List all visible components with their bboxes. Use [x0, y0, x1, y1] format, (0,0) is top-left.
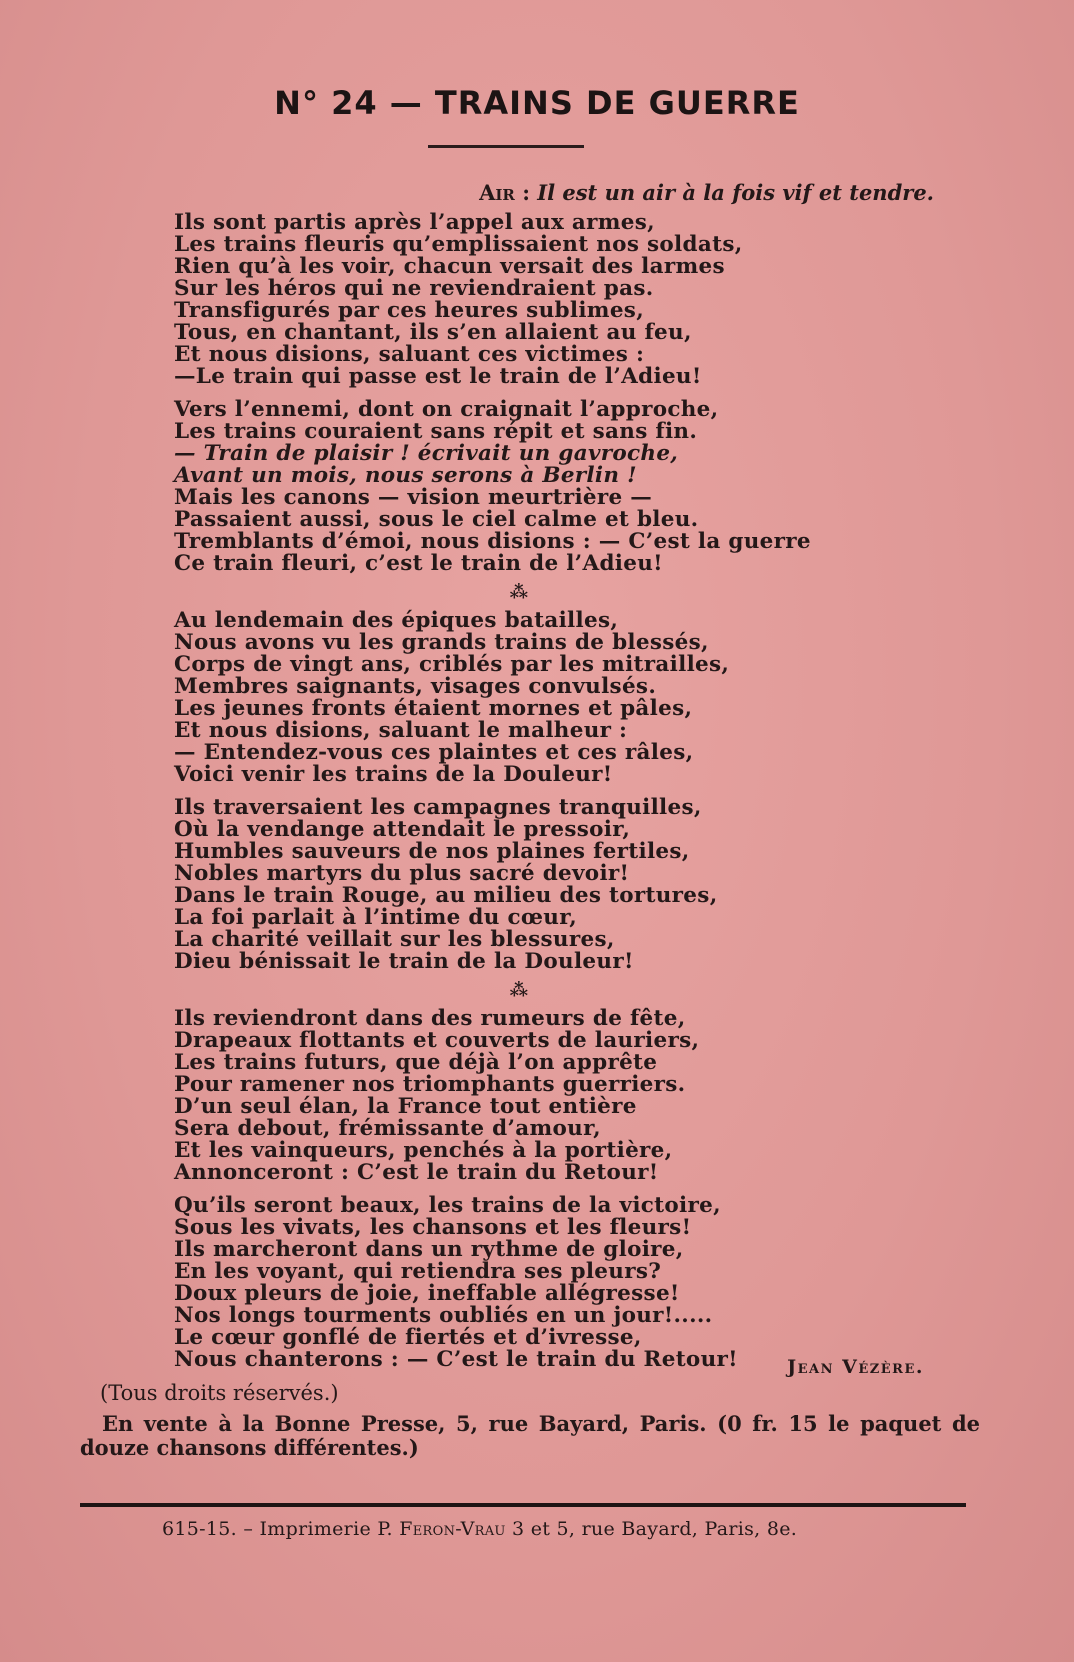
poem-line: Voici venir les trains de la Douleur! — [174, 762, 613, 787]
poem-line: La foi parlait à l’intime du cœur, — [174, 905, 578, 930]
imprint-code: 615-15. – Imprimerie P. — [162, 1518, 393, 1540]
poem-line: Sous les vivats, les chansons et les fleurs! — [174, 1215, 692, 1240]
asterism-separator: ⁂ — [509, 980, 529, 1001]
poem-line: La charité veillait sur les blessures, — [174, 927, 615, 952]
poem-line: Ce train fleuri, c’est le train de l’Adieu! — [174, 551, 663, 576]
poem-line: Tous, en chantant, ils s’en allaient au feu, — [174, 320, 692, 345]
poem-line: Transfigurés par ces heures sublimes, — [174, 298, 645, 323]
page-title: N° 24 — TRAINS DE GUERRE — [274, 84, 800, 122]
stanza-6 — [174, 1195, 894, 1371]
imprint-printer: Feron-Vrau — [399, 1518, 506, 1540]
poem-line: Et les vainqueurs, penchés à la portière, — [174, 1138, 673, 1163]
poem-line: Au lendemain des épiques batailles, — [174, 608, 619, 633]
poem-line: Dieu bénissait le train de la Douleur! — [174, 949, 634, 974]
poem-line: Les jeunes fronts étaient mornes et pâles, — [174, 696, 693, 721]
stanza-3 — [174, 610, 894, 786]
poem-line: Où la vendange attendait le pressoir, — [174, 817, 631, 842]
poem-line: Et nous disions, saluant le malheur : — [174, 718, 628, 743]
poem-line: Nous avons vu les grands trains de blessés, — [174, 630, 709, 655]
poem-line: Drapeaux flottants et couverts de lauriers, — [174, 1028, 700, 1053]
air-indication — [479, 180, 934, 205]
poem-line: Ils reviendront dans des rumeurs de fête, — [174, 1006, 686, 1031]
poem-line: Ils sont partis après l’appel aux armes, — [174, 210, 655, 235]
poem-line: Passaient aussi, sous le ciel calme et bleu. — [174, 507, 699, 532]
air-title: Il est un air à la fois vif et tendre. — [537, 180, 934, 205]
poem-line: D’un seul élan, la France tout entière — [174, 1094, 637, 1119]
stanza-2 — [174, 399, 894, 575]
poem-line: Les trains futurs, que déjà l’on apprête — [174, 1050, 658, 1075]
poem-line: Ils marcheront dans un rythme de gloire, — [174, 1237, 684, 1262]
poem-line: Et nous disions, saluant ces victimes : — [174, 342, 645, 367]
poem-line: Dans le train Rouge, au milieu des tortures, — [174, 883, 718, 908]
poem-line: Corps de vingt ans, criblés par les mitrailles, — [174, 652, 730, 677]
poem-line: —Le train qui passe est le train de l’Adieu! — [174, 364, 702, 389]
poem-line: Le cœur gonflé de fiertés et d’ivresse, — [174, 1325, 642, 1350]
poem — [174, 212, 894, 1382]
poem-line: Humbles sauveurs de nos plaines fertiles, — [174, 839, 690, 864]
poem-line: Nos longs tourments oubliés en un jour!..... — [174, 1303, 713, 1328]
author-signature: Jean Vézère. — [787, 1356, 924, 1378]
imprint-address: 3 et 5, rue Bayard, Paris, 8e. — [511, 1518, 798, 1540]
poem-line: Avant un mois, nous serons à Berlin ! — [174, 463, 637, 488]
poem-line: Rien qu’à les voir, chacun versait des larmes — [174, 254, 725, 279]
stanza-1 — [174, 212, 894, 388]
poem-line: Tremblants d’émoi, nous disions : — C’est la guerre — [174, 529, 811, 554]
poem-line: — Train de plaisir ! écrivait un gavroche, — [174, 441, 679, 466]
poem-line: Mais les canons — vision meurtrière — — [174, 485, 653, 510]
title-divider — [428, 145, 584, 148]
poem-line: Nous chanterons : — C’est le train du Retour! — [174, 1347, 738, 1372]
poem-line: Les trains fleuris qu’emplissaient nos soldats, — [174, 232, 743, 257]
poem-line: Membres saignants, visages convulsés. — [174, 674, 657, 699]
footer-divider — [80, 1503, 966, 1507]
poem-line: Vers l’ennemi, dont on craignait l’approche, — [174, 397, 719, 422]
printer-imprint — [162, 1518, 797, 1540]
stanza-4 — [174, 797, 894, 973]
poem-line: Pour ramener nos triomphants guerriers. — [174, 1072, 686, 1097]
poem-line: Sur les héros qui ne reviendraient pas. — [174, 276, 654, 301]
poem-line: Qu’ils seront beaux, les trains de la victoire, — [174, 1193, 721, 1218]
poem-line: Nobles martyrs du plus sacré devoir! — [174, 861, 630, 886]
poem-line: Les trains couraient sans répit et sans fin. — [174, 419, 698, 444]
stanza-5 — [174, 1008, 894, 1184]
sale-notice: En vente à la Bonne Presse, 5, rue Bayard, Paris. (0 fr. 15 le paquet de douze chansons différentes.) — [80, 1411, 980, 1460]
poem-line: Sera debout, frémissante d’amour, — [174, 1116, 601, 1141]
poem-line: Doux pleurs de joie, ineffable allégresse! — [174, 1281, 680, 1306]
asterism-separator: ⁂ — [509, 582, 529, 603]
poem-line: En les voyant, qui retiendra ses pleurs? — [174, 1259, 662, 1284]
air-label: Air : — [479, 180, 530, 205]
rights-notice: (Tous droits réservés.) — [100, 1381, 339, 1405]
poem-line: — Entendez-vous ces plaintes et ces râles, — [174, 740, 694, 765]
poem-line: Annonceront : C’est le train du Retour! — [174, 1160, 659, 1185]
poem-line: Ils traversaient les campagnes tranquilles, — [174, 795, 702, 820]
